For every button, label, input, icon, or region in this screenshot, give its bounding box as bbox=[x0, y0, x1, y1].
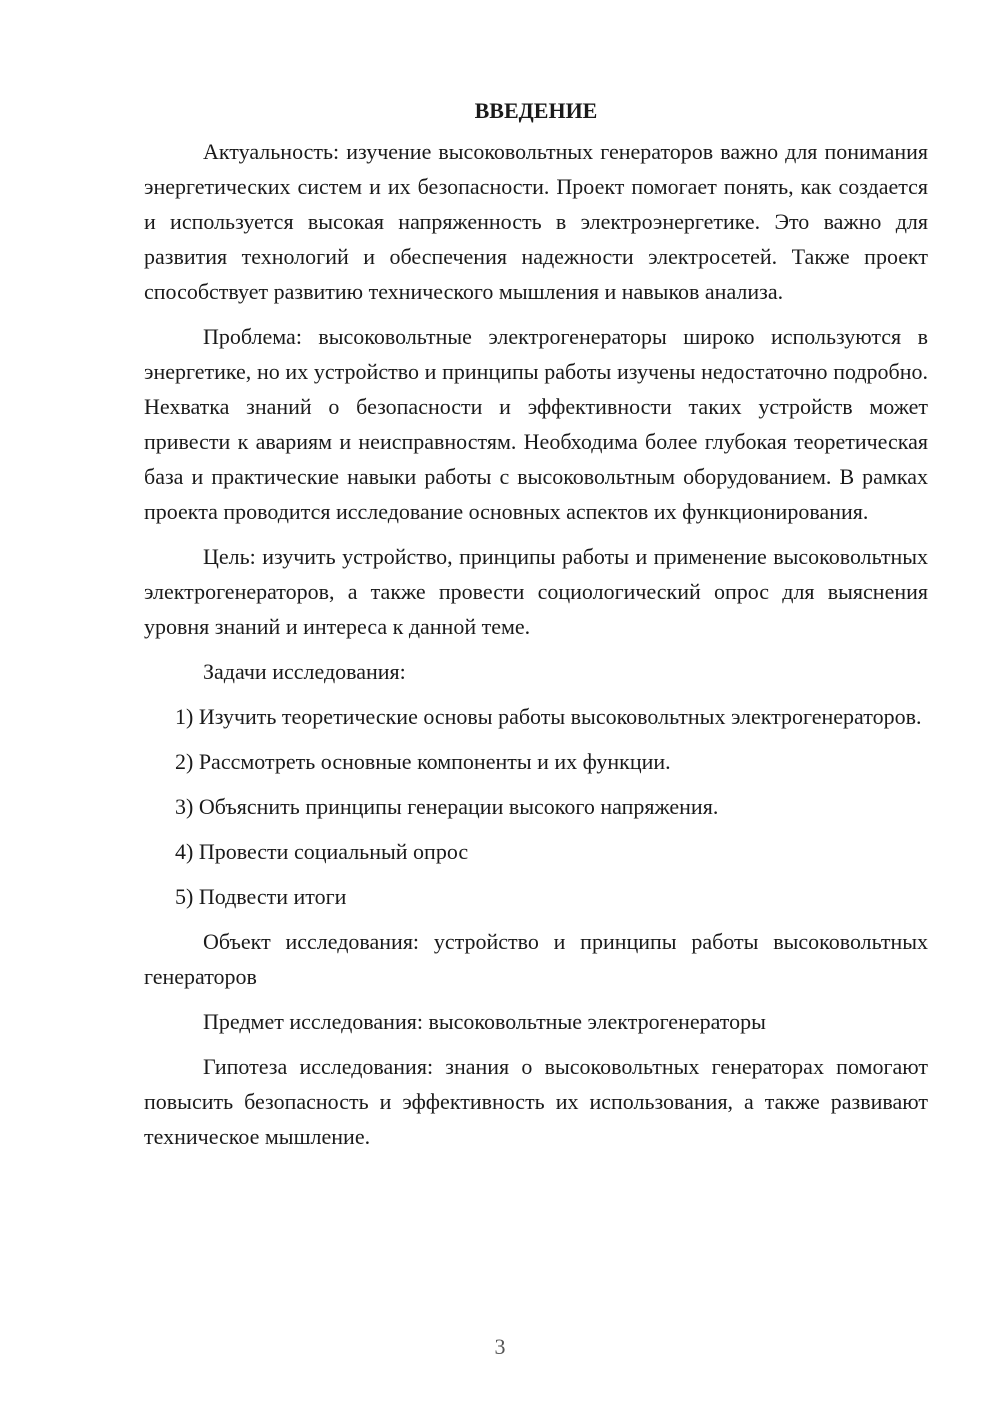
task-item-3: 3) Объяснить принципы генерации высокого напряжения. bbox=[175, 794, 719, 819]
tasks-heading: Задачи исследования: bbox=[203, 659, 406, 684]
paragraph-object: Объект исследования: устройство и принципы работы высоковольтных генераторов bbox=[144, 929, 928, 989]
task-item-1: 1) Изучить теоретические основы работы высоковольтных электрогенераторов. bbox=[175, 704, 922, 729]
section-heading: ВВЕДЕНИЕ bbox=[474, 98, 598, 123]
paragraph-goal: Цель: изучить устройство, принципы работы и применение высоковольтных электрогенераторов, а также провести социологический опрос для выяснения уровня знаний и интереса к данной теме. bbox=[144, 544, 928, 639]
page-number: 3 bbox=[494, 1334, 506, 1359]
paragraph-relevance: Актуальность: изучение высоковольтных генераторов важно для понимания энергетических систем и их безопасности. Проект помогает понять, как создается и используется высокая напряженность в электроэнергетике. Это важно для развития технологий и обеспечения надежности электросетей. Также проект способствует развитию технического мышления и навыков анализа. bbox=[144, 139, 928, 304]
paragraph-problem: Проблема: высоковольтные электрогенераторы широко используются в энергетике, но их устройство и принципы работы изучены недостаточно подробно. Нехватка знаний о безопасности и эффективности таких устройств может привести к авариям и неисправностям. Необходима более глубокая теоретическая база и практические навыки работы с высоковольтным оборудованием. В рамках проекта проводится исследование основных аспектов их функционирования. bbox=[144, 324, 928, 524]
page-content bbox=[144, 96, 928, 1164]
task-item-5: 5) Подвести итоги bbox=[175, 884, 347, 909]
task-item-4: 4) Провести социальный опрос bbox=[175, 839, 469, 864]
task-item-2: 2) Рассмотреть основные компоненты и их функции. bbox=[175, 749, 671, 774]
paragraph-subject: Предмет исследования: высоковольтные электрогенераторы bbox=[203, 1009, 766, 1034]
paragraph-hypothesis: Гипотеза исследования: знания о высоковольтных генераторах помогают повысить безопасность и эффективность их использования, а также развивают техническое мышление. bbox=[144, 1054, 928, 1149]
